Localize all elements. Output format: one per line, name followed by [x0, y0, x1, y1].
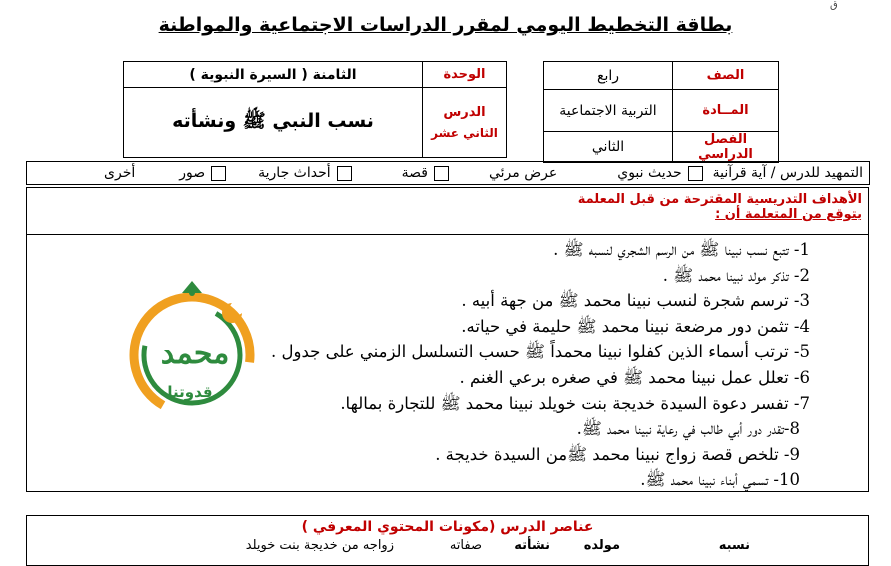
objective-item: 5- ترتب أسماء الذين كفلوا نبينا محمداً ﷺ حسب التسلسل الزمني على جدول .: [271, 342, 810, 362]
elements-title: عناصر الدرس (مكونات المحتوي المعرفي ): [301, 519, 594, 535]
option-video: عرض مرئي: [488, 165, 558, 181]
objective-item: 9- تلخص قصة زواج نبينا محمد ﷺمن السيدة خديجة .: [435, 444, 800, 464]
objective-item: 2- تذكر مولد نبينا محمد ﷺ .: [662, 265, 810, 285]
objective-item: 10- تسمي أبناء نبينا محمد ﷺ.: [640, 470, 800, 490]
checkbox-story[interactable]: [434, 166, 449, 181]
elements-row: [27, 535, 868, 559]
class-info-table: [543, 61, 779, 163]
objectives-header: [26, 187, 869, 235]
element-item: مولده: [583, 538, 620, 553]
subject-value: التربية الاجتماعية: [544, 90, 673, 132]
objectives-subtitle: يتوقع من المتعلمة أن :: [715, 207, 862, 222]
objective-item: 3- ترسم شجرة لنسب نبينا محمد ﷺ من جهة أبيه .: [461, 291, 810, 311]
unit-value: الثامنة ( السيرة النبوية ): [124, 62, 423, 88]
objective-item: 7- تفسر دعوة السيدة خديجة بنت خويلد نبينا محمد ﷺ للتجارة بمالها.: [340, 393, 810, 413]
checkbox-hadith[interactable]: [688, 166, 703, 181]
subject-label: المــادة: [673, 90, 779, 132]
element-item: نسبه: [718, 538, 750, 553]
objective-item: 1- تتبع نسب نبينا ﷺ من الرسم الشجري لنسبه ﷺ .: [553, 240, 810, 259]
grade-label: الصف: [673, 62, 779, 90]
lesson-number: الثاني عشر: [431, 126, 498, 140]
objective-item: 4- تثمن دور مرضعة نبينا محمد ﷺ حليمة في حياته.: [461, 316, 810, 336]
objectives-list: [210, 237, 810, 493]
lesson-title: نسب النبي ﷺ ونشأته: [124, 88, 423, 158]
intro-label: التمهيد للدرس / آية قرآنية: [712, 165, 863, 181]
unit-label: الوحدة: [423, 62, 507, 88]
corner-mark: ق: [830, 0, 838, 11]
checkbox-events[interactable]: [337, 166, 352, 181]
logo-text-sub: قدوتنا: [167, 383, 213, 401]
option-story: قصة: [401, 165, 428, 181]
page-title: بطاقة التخطيط اليومي لمقرر الدراسات الاجتماعية والمواطنة: [158, 14, 733, 36]
option-other: أخرى: [104, 165, 136, 181]
lesson-elements-box: [26, 515, 869, 566]
objective-item: 6- تعلل عمل نبينا محمد ﷺ في صغره برعي الغنم .: [459, 367, 810, 387]
checkbox-images[interactable]: [211, 166, 226, 181]
intro-strip: [26, 161, 870, 185]
lesson-cell: [423, 88, 507, 158]
element-item: صفاته: [449, 538, 482, 553]
prophet-logo: [120, 275, 270, 425]
objective-item: 8-تقدر دور أبي طالب في رعاية نبينا محمد ﷺ.: [576, 419, 800, 439]
option-hadith: حديث نبوي: [617, 165, 682, 181]
term-label: الفصل الدراسي: [673, 132, 779, 163]
term-value: الثاني: [544, 132, 673, 163]
element-item: زواجه من خديجة بنت خويلد: [245, 538, 394, 553]
option-events: أحداث جارية: [258, 165, 331, 181]
objectives-title: الأهداف التدريسية المقترحة من قبل المعلمة: [577, 192, 862, 207]
lesson-label: الدرس: [443, 105, 486, 120]
element-item: نشأته: [514, 538, 550, 553]
logo-text-main: محمد: [160, 336, 230, 371]
grade-value: رابع: [544, 62, 673, 90]
lesson-info-table: [123, 61, 507, 158]
logo-graphic: [120, 275, 270, 425]
option-images: صور: [179, 165, 206, 181]
